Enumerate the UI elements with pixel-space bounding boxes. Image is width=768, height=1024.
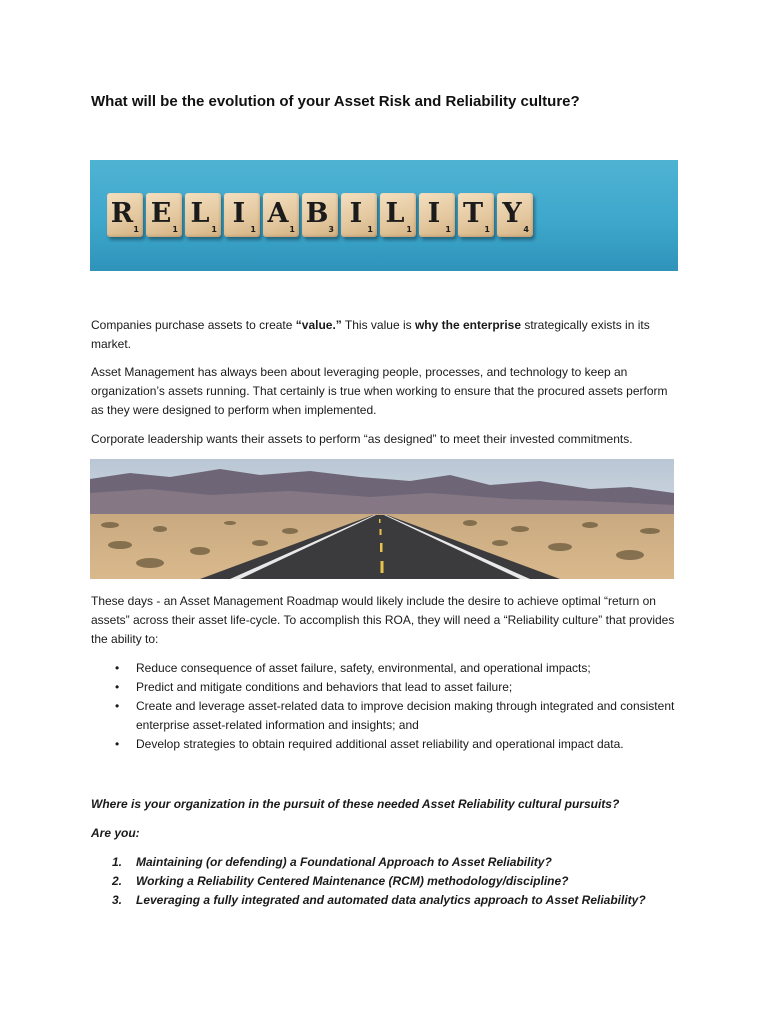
list-item <box>91 891 711 910</box>
list-item-text: Develop strategies to obtain required additional asset reliability and operational impact data. <box>136 737 624 751</box>
list-item <box>91 853 711 872</box>
list-item <box>91 659 691 678</box>
are-you-label: Are you: <box>91 826 140 840</box>
tile-letter: I <box>427 198 441 229</box>
tile-score: 1 <box>250 225 256 234</box>
list-item-text: Predict and mitigate conditions and behaviors that lead to asset failure; <box>136 680 513 694</box>
tile-letter: I <box>232 198 246 229</box>
intro-paragraph-asset-management: Asset Management has always been about leveraging people, processes, and technology to keep an organization’s assets running. That certainly is true when working to ensure that the procured assets perform as they were designed to perform when implemented. <box>91 365 668 417</box>
tile-letter: A <box>267 198 289 229</box>
ability-bullet-list <box>91 659 691 754</box>
desert-road-image <box>90 459 674 579</box>
value-emphasis: “value.” <box>295 318 342 332</box>
options-numbered-list <box>91 853 711 910</box>
list-number: 2. <box>112 874 123 888</box>
list-item-text: Reduce consequence of asset failure, safety, environmental, and operational impacts; <box>136 661 591 675</box>
tile-letter: B <box>305 198 329 229</box>
list-item <box>91 872 711 891</box>
tile-letter: E <box>150 198 172 229</box>
list-number: 3. <box>112 893 123 907</box>
reliability-tiles-image <box>90 160 678 271</box>
tile-letter: I <box>349 198 363 229</box>
desert-road-illustration <box>90 459 674 579</box>
tile <box>146 193 182 237</box>
tile <box>380 193 416 237</box>
bullet-symbol: • <box>115 680 120 694</box>
page-title: What will be the evolution of your Asset Risk and Reliability culture? <box>91 93 580 110</box>
tile-score: 1 <box>406 225 412 234</box>
list-item <box>91 678 691 697</box>
tile-letter: R <box>110 198 134 229</box>
tile-score: 1 <box>484 225 490 234</box>
tile-score: 3 <box>328 225 334 234</box>
tile <box>302 193 338 237</box>
tile-score: 1 <box>289 225 295 234</box>
bullet-symbol: • <box>115 699 120 713</box>
tile-letter: L <box>385 198 405 229</box>
list-item-text: Create and leverage asset-related data to improve decision making through integrated and consistent enterprise asset-related information and insights; and <box>136 699 675 732</box>
tile-score: 4 <box>523 225 529 234</box>
list-item-text: Working a Reliability Centered Maintenance (RCM) methodology/discipline? <box>136 874 569 888</box>
list-number: 1. <box>112 855 123 869</box>
tile <box>458 193 494 237</box>
tile <box>263 193 299 237</box>
tile-score: 1 <box>172 225 178 234</box>
tile-letter: Y <box>502 198 522 229</box>
tile-score: 1 <box>211 225 217 234</box>
tile-score: 1 <box>445 225 451 234</box>
tile <box>224 193 260 237</box>
why-emphasis: why the enterprise <box>414 318 521 332</box>
tile-letter: T <box>462 198 484 229</box>
tile <box>497 193 533 237</box>
intro-text: This value is <box>341 318 415 332</box>
intro-text: Companies purchase assets to create <box>91 318 296 332</box>
list-item <box>91 735 691 754</box>
tile-score: 1 <box>367 225 373 234</box>
tile <box>185 193 221 237</box>
intro-paragraph-leadership: Corporate leadership wants their assets to perform “as designed” to meet their invested commitments. <box>91 432 633 446</box>
question-paragraph: Where is your organization in the pursuit of these needed Asset Reliability cultural pursuits? <box>91 797 620 811</box>
tile <box>107 193 143 237</box>
scrabble-tiles-row <box>107 193 533 237</box>
intro-paragraph-value <box>91 316 681 354</box>
list-item <box>91 697 691 735</box>
list-item-text: Leveraging a fully integrated and automated data analytics approach to Asset Reliability? <box>136 893 646 907</box>
bullet-symbol: • <box>115 737 120 751</box>
tile-letter: L <box>190 198 210 229</box>
bullet-symbol: • <box>115 661 120 675</box>
roadmap-paragraph: These days - an Asset Management Roadmap would likely include the desire to achieve optimal “return on assets” across their asset life-cycle. To accomplish this ROA, they will need a “Reliability culture” that provides the ability to: <box>91 594 675 646</box>
tile-score: 1 <box>133 225 139 234</box>
list-item-text: Maintaining (or defending) a Foundational Approach to Asset Reliability? <box>136 855 552 869</box>
intro-text: strategically exists in its market. <box>91 318 650 351</box>
tile <box>341 193 377 237</box>
tile <box>419 193 455 237</box>
